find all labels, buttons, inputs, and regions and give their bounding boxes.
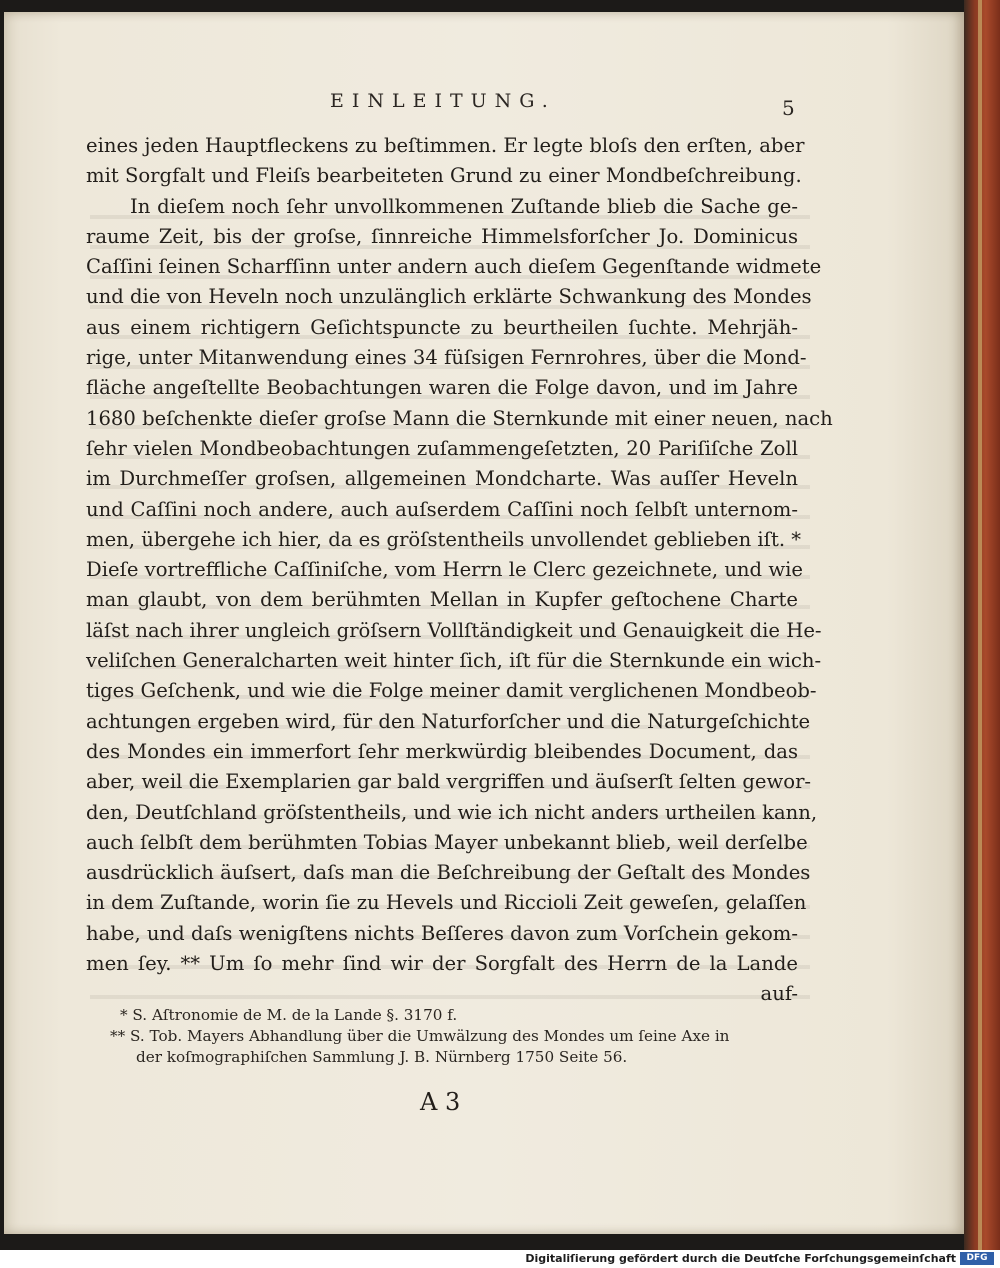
body-text [86, 131, 833, 1010]
text-line: läſst nach ihrer ungleich gröſsern Vollſtändigkeit und Genauigkeit die He- [86, 618, 822, 642]
text-line: achtungen ergeben wird, für den Naturforſcher und die Naturgeſchichte [86, 709, 811, 733]
text-line: in dem Zuſtande, worin ſie zu Hevels und Riccioli Zeit geweſen, gelaſſen [86, 891, 807, 915]
text-line: ausdrücklich äuſsert, daſs man die Beſchreibung der Geſtalt des Mondes [86, 861, 811, 885]
text-line: aus einem richtigern Geſichtspuncte zu beurtheilen ſuchte. Mehrjäh- [86, 315, 798, 339]
gilt-line [978, 0, 982, 1250]
text-line: Caſſini ſeinen Scharfſinn unter andern auch dieſem Gegenſtande widmete [86, 255, 822, 279]
text-line: ſehr vielen Mondbeobachtungen zuſammengeſetzten, 20 Pariſiſche Zoll [86, 436, 798, 460]
text-line: des Mondes ein immerfort ſehr merkwürdig bleibendes Document, das [86, 739, 798, 763]
text-line: tiges Geſchenk, und wie die Folge meiner damit verglichenen Mondbeob- [86, 679, 817, 703]
text-line: aber, weil die Exemplarien gar bald vergriffen und äuſserſt ſelten gewor- [86, 770, 812, 794]
text-line: Dieſe vortreffliche Caſſiniſche, vom Herrn le Clerc gezeichnete, und wie [86, 558, 803, 582]
text-line: men ſey. ** Um ſo mehr ſind wir der Sorgfalt des Herrn de la Lande [86, 952, 798, 976]
text-line: fläche angeſtellte Beobachtungen waren die Folge davon, und im Jahre [86, 376, 798, 400]
text-line: im Durchmeſſer groſsen, allgemeinen Mondcharte. Was auſſer Heveln [86, 467, 798, 491]
text-line: veliſchen Generalcharten weit hinter ſich, iſt für die Sternkunde ein wich- [86, 649, 822, 673]
funding-note[interactable]: Digitaliſierung gefördert durch die Deutſche Forſchungsgemeinſchaft [525, 1252, 956, 1265]
text-line: man glaubt, von dem berühmten Mellan in Kupfer geſtochene Charte [86, 588, 798, 612]
text-line: mit Sorgfalt und Fleiſs bearbeiteten Grund zu einer Mondbeſchreibung. [86, 164, 802, 188]
page-number: 5 [782, 96, 795, 120]
text-line: 1680 beſchenkte dieſer groſse Mann die Sternkunde mit einer neuen, nach [86, 406, 833, 430]
text-line: den, Deutſchland gröſstentheils, und wie ich nicht anders urtheilen kann, [86, 800, 818, 824]
signature-mark: A 3 [420, 1088, 461, 1116]
dfg-logo-icon[interactable]: DFG [960, 1252, 994, 1265]
text-line: In dieſem noch ſehr unvollkommenen Zuſtande blieb die Sache ge- [130, 194, 798, 218]
text-line: auch ſelbſt dem berühmten Tobias Mayer unbekannt blieb, weil derſelbe [86, 830, 808, 854]
text-line: rige, unter Mitanwendung eines 34 füſsigen Fernrohres, über die Mond- [86, 346, 807, 370]
text-line: habe, und daſs wenigſtens nichts Beſſeres davon zum Vorſchein gekom- [86, 921, 798, 945]
catchword: auf- [760, 982, 798, 1006]
text-line: und Caſſini noch andere, auch auſserdem Caſſini noch ſelbſt unternom- [86, 497, 798, 521]
text-line: men, übergehe ich hier, da es gröſstentheils unvollendet geblieben iſt. * [86, 527, 802, 551]
text-line: und die von Heveln noch unzulänglich erklärte Schwankung des Mondes [86, 285, 812, 309]
running-title: EINLEITUNG. [330, 90, 556, 112]
footnote-2-continued: der koſmographiſchen Sammlung J. B. Nürnberg 1750 Seite 56. [136, 1048, 628, 1066]
text-line: raume Zeit, bis der groſse, ſinnreiche Himmelsforſcher Jo. Dominicus [86, 224, 798, 248]
footnote-2: ** S. Tob. Mayers Abhandlung über die Umwälzung des Mondes um ſeine Axe in [110, 1027, 730, 1045]
text-line: eines jeden Hauptfleckens zu beſtimmen. Er legte bloſs den erſten, aber [86, 134, 805, 157]
footnotes [86, 1005, 798, 1068]
book-cover-edge [964, 0, 1000, 1250]
footnote-1: * S. Aſtronomie de M. de la Lande §. 3170 f. [120, 1006, 458, 1024]
